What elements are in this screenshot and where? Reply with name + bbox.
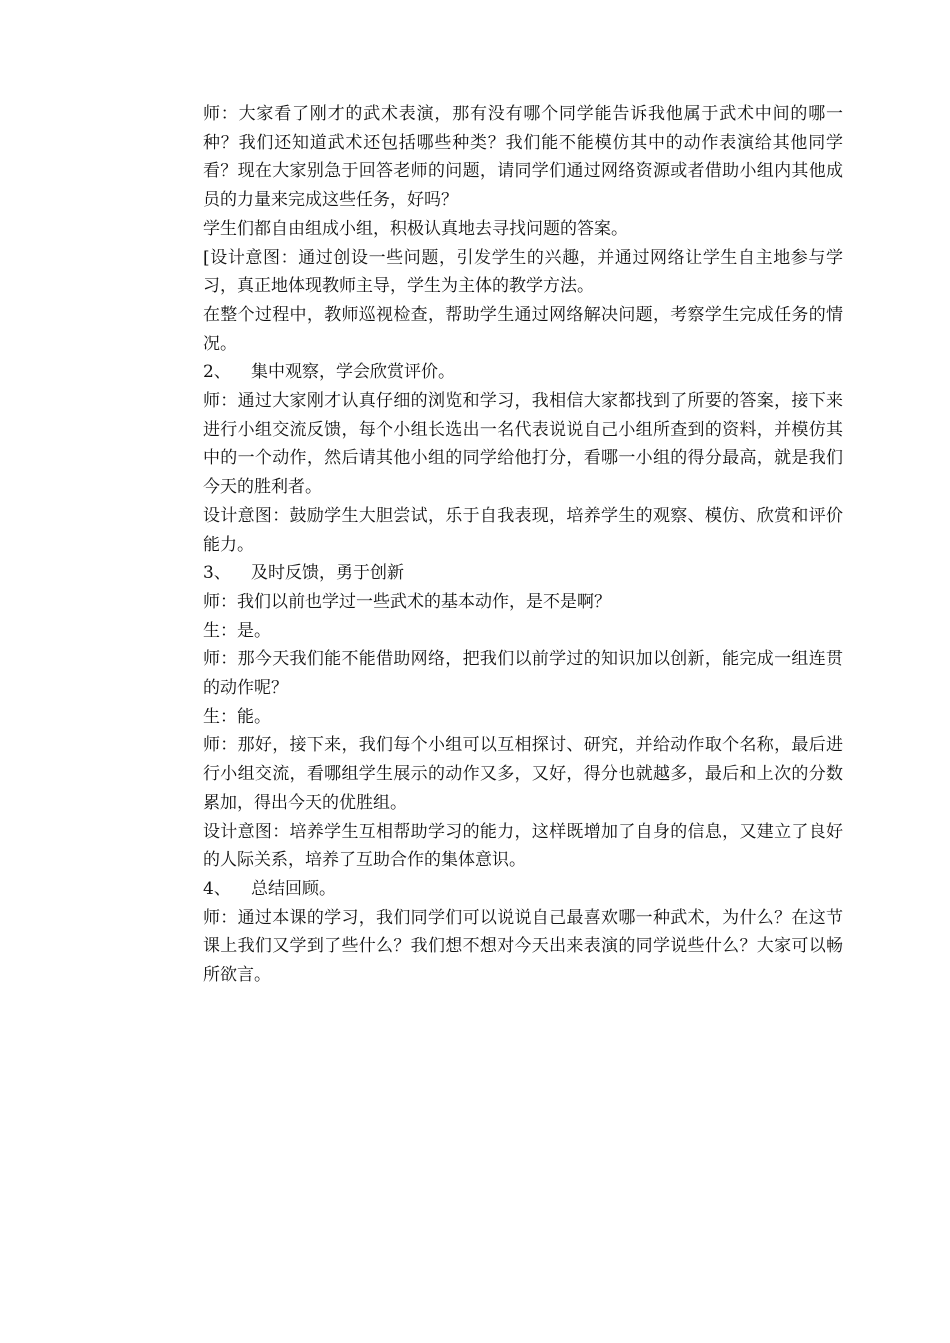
paragraph-teacher-ask-basics: 师：我们以前也学过一些武术的基本动作，是不是啊？: [203, 591, 611, 612]
document-page: [203, 100, 843, 990]
section-heading-3: [203, 559, 843, 588]
section-number: 3、: [203, 563, 231, 584]
paragraph-student-yes: 生：是。: [203, 620, 271, 641]
section-number: 4、: [203, 878, 231, 899]
paragraph-student-can: 生：能。: [203, 706, 271, 727]
paragraph-teacher-patrol: 在整个过程中，教师巡视检查，帮助学生通过网络解决问题，考察学生完成任务的情况。: [203, 304, 843, 354]
paragraph-teacher-summary: 师：通过本课的学习，我们同学们可以说说自己最喜欢哪一种武术，为什么？在这节课上我们又学到了些什么？我们想不想对今天出来表演的同学说些什么？大家可以畅所欲言。: [203, 907, 843, 986]
section-heading-2: [203, 358, 843, 387]
paragraph-teacher-question: 师：大家看了刚才的武术表演，那有没有哪个同学能告诉我他属于武术中间的哪一种？我们还知道武术还包括哪些种类？我们能不能模仿其中的动作表演给其他同学看？现在大家别急于回答老师的问题，请同学们通过网络资源或者借助小组内其他成员的力量来完成这些任务，好吗？: [203, 104, 843, 211]
paragraph-design-intent-2: 设计意图：鼓励学生大胆尝试，乐于自我表现，培养学生的观察、模仿、欣赏和评价能力。: [203, 505, 843, 555]
paragraph-student-grouping: 学生们都自由组成小组，积极认真地去寻找问题的答案。: [203, 218, 628, 239]
paragraph-teacher-ask-innovate: 师：那今天我们能不能借助网络，把我们以前学过的知识加以创新，能完成一组连贯的动作呢？: [203, 649, 843, 699]
section-title: 及时反馈，勇于创新: [251, 563, 404, 584]
paragraph-design-intent-1: [设计意图：通过创设一些问题，引发学生的兴趣，并通过网络让学生自主地参与学习，真正地体现教师主导，学生为主体的教学方法。: [203, 247, 843, 297]
section-heading-4: [203, 875, 843, 904]
paragraph-teacher-group-task: 师：那好，接下来，我们每个小组可以互相探讨、研究，并给动作取个名称，最后进行小组交流，看哪组学生展示的动作又多，又好，得分也就越多，最后和上次的分数累加，得出今天的优胜组。: [203, 735, 843, 813]
section-number: 2、: [203, 362, 231, 383]
section-title: 总结回顾。: [251, 878, 336, 899]
paragraph-design-intent-3: 设计意图：培养学生互相帮助学习的能力，这样既增加了自身的信息，又建立了良好的人际关系，培养了互助合作的集体意识。: [203, 821, 843, 871]
section-title: 集中观察，学会欣赏评价。: [251, 362, 455, 383]
paragraph-teacher-feedback: 师：通过大家刚才认真仔细的浏览和学习，我相信大家都找到了所要的答案，接下来进行小组交流反馈，每个小组长选出一名代表说说自己小组所查到的资料，并模仿其中的一个动作，然后请其他小组的同学给他打分，看哪一小组的得分最高，就是我们今天的胜利者。: [203, 391, 843, 498]
